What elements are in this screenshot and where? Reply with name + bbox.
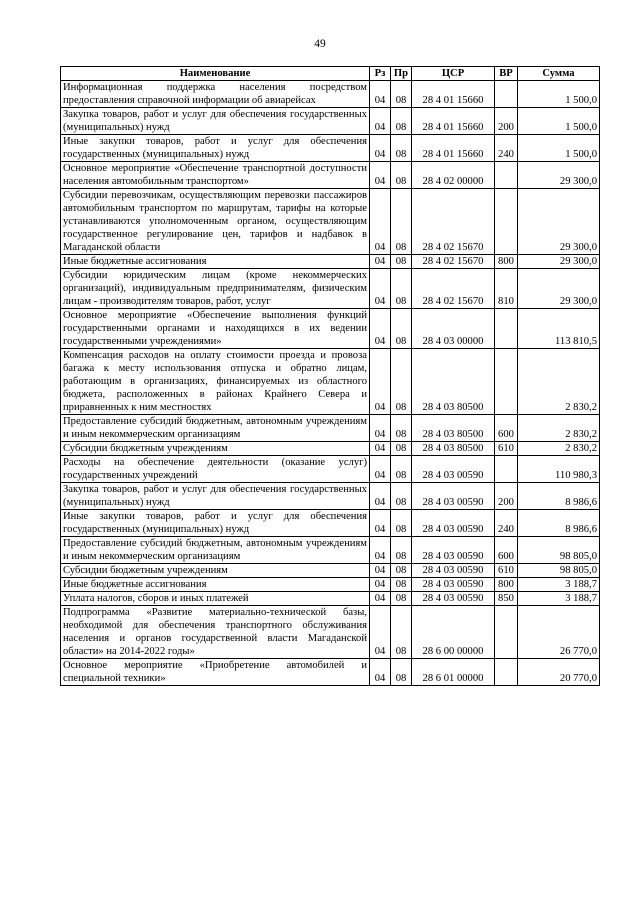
cell-vr: 800 [495,255,518,269]
cell-vr [495,162,518,189]
cell-name: Субсидии перевозчикам, осуществляющим перевозки пассажиров автомобильным транспортом по маршрутам, тарифы на которые устанавливаются уполномоченным органом, осуществляющим государственное регулирование цен, тарифов и надбавок в Магаданской области [61,189,370,255]
cell-vr [495,189,518,255]
cell-rz: 04 [370,564,391,578]
cell-name: Субсидии бюджетным учреждениям [61,442,370,456]
cell-pr: 08 [391,659,412,686]
table-row [61,255,600,269]
cell-csr: 28 6 01 00000 [412,659,495,686]
cell-pr: 08 [391,189,412,255]
cell-rz: 04 [370,659,391,686]
cell-sum: 1 500,0 [518,135,600,162]
cell-pr: 08 [391,255,412,269]
cell-pr: 08 [391,108,412,135]
cell-sum: 98 805,0 [518,537,600,564]
cell-vr: 850 [495,592,518,606]
cell-pr: 08 [391,309,412,349]
cell-sum: 8 986,6 [518,483,600,510]
cell-csr: 28 4 03 00590 [412,483,495,510]
cell-sum: 29 300,0 [518,255,600,269]
cell-name: Подпрограмма «Развитие материально-технической базы, необходимой для обеспечения транспортного обслуживания населения и органов государственной власти Магаданской области» на 2014-2022 годы» [61,606,370,659]
table-row [61,456,600,483]
cell-pr: 08 [391,483,412,510]
cell-rz: 04 [370,442,391,456]
cell-rz: 04 [370,510,391,537]
cell-rz: 04 [370,255,391,269]
cell-vr [495,81,518,108]
cell-sum: 2 830,2 [518,442,600,456]
cell-sum: 29 300,0 [518,269,600,309]
cell-rz: 04 [370,162,391,189]
table-row [61,510,600,537]
header-sum: Сумма [518,67,600,81]
cell-vr [495,456,518,483]
table-row [61,483,600,510]
cell-csr: 28 4 03 80500 [412,349,495,415]
cell-pr: 08 [391,564,412,578]
table-row [61,659,600,686]
cell-name: Субсидии бюджетным учреждениям [61,564,370,578]
cell-rz: 04 [370,309,391,349]
cell-vr: 200 [495,483,518,510]
table-row [61,578,600,592]
cell-rz: 04 [370,108,391,135]
cell-csr: 28 4 03 00590 [412,592,495,606]
cell-vr: 240 [495,510,518,537]
cell-name: Расходы на обеспечение деятельности (оказание услуг) государственных учреждений [61,456,370,483]
cell-rz: 04 [370,606,391,659]
cell-sum: 26 770,0 [518,606,600,659]
cell-vr: 800 [495,578,518,592]
cell-vr [495,309,518,349]
cell-csr: 28 4 02 15670 [412,189,495,255]
cell-name: Предоставление субсидий бюджетным, автономным учреждениям и иным некоммерческим организациям [61,415,370,442]
cell-pr: 08 [391,537,412,564]
cell-name: Субсидии юридическим лицам (кроме некоммерческих организаций), индивидуальным предпринимателям, физическим лицам - производителям товаров, работ, услуг [61,269,370,309]
cell-csr: 28 4 03 00590 [412,456,495,483]
cell-rz: 04 [370,135,391,162]
cell-rz: 04 [370,483,391,510]
cell-name: Иные бюджетные ассигнования [61,578,370,592]
table-body [61,81,600,686]
cell-name: Уплата налогов, сборов и иных платежей [61,592,370,606]
table-row [61,162,600,189]
cell-sum: 8 986,6 [518,510,600,537]
table-row [61,81,600,108]
cell-pr: 08 [391,415,412,442]
cell-sum: 20 770,0 [518,659,600,686]
cell-csr: 28 4 01 15660 [412,108,495,135]
cell-csr: 28 4 02 00000 [412,162,495,189]
cell-name: Закупка товаров, работ и услуг для обеспечения государственных (муниципальных) нужд [61,483,370,510]
table-row [61,135,600,162]
table-row [61,592,600,606]
cell-pr: 08 [391,592,412,606]
cell-rz: 04 [370,189,391,255]
table-row [61,309,600,349]
cell-sum: 3 188,7 [518,578,600,592]
cell-sum: 3 188,7 [518,592,600,606]
table-row [61,349,600,415]
cell-pr: 08 [391,442,412,456]
cell-name: Иные закупки товаров, работ и услуг для обеспечения государственных (муниципальных) нужд [61,135,370,162]
cell-sum: 98 805,0 [518,564,600,578]
cell-pr: 08 [391,349,412,415]
table-row [61,415,600,442]
cell-name: Компенсация расходов на оплату стоимости проезда и провоза багажа к месту использования отпуска и обратно лицам, работающим в организациях, финансируемых из областного бюджета, расположенных в районах Крайнего Севера и приравненных к ним местностях [61,349,370,415]
cell-csr: 28 6 00 00000 [412,606,495,659]
cell-vr [495,349,518,415]
cell-sum: 2 830,2 [518,415,600,442]
cell-csr: 28 4 03 00590 [412,510,495,537]
cell-csr: 28 4 03 80500 [412,415,495,442]
table-row [61,537,600,564]
cell-rz: 04 [370,456,391,483]
header-pr: Пр [391,67,412,81]
cell-pr: 08 [391,269,412,309]
cell-csr: 28 4 03 00590 [412,564,495,578]
cell-sum: 1 500,0 [518,108,600,135]
cell-sum: 29 300,0 [518,162,600,189]
cell-name: Иные закупки товаров, работ и услуг для обеспечения государственных (муниципальных) нужд [61,510,370,537]
cell-pr: 08 [391,510,412,537]
cell-csr: 28 4 03 00000 [412,309,495,349]
header-csr: ЦСР [412,67,495,81]
header-rz: Рз [370,67,391,81]
table-row [61,606,600,659]
cell-vr: 610 [495,442,518,456]
cell-name: Иные бюджетные ассигнования [61,255,370,269]
page-number: 49 [314,38,326,50]
cell-pr: 08 [391,606,412,659]
table-row [61,564,600,578]
cell-name: Предоставление субсидий бюджетным, автономным учреждениям и иным некоммерческим организациям [61,537,370,564]
cell-csr: 28 4 03 80500 [412,442,495,456]
cell-csr: 28 4 01 15660 [412,135,495,162]
table-header-row [61,67,600,81]
cell-sum: 2 830,2 [518,349,600,415]
header-name: Наименование [61,67,370,81]
cell-csr: 28 4 03 00590 [412,537,495,564]
table-row [61,269,600,309]
cell-sum: 29 300,0 [518,189,600,255]
cell-vr: 600 [495,415,518,442]
cell-name: Основное мероприятие «Приобретение автомобилей и специальной техники» [61,659,370,686]
cell-rz: 04 [370,349,391,415]
cell-csr: 28 4 02 15670 [412,255,495,269]
cell-name: Закупка товаров, работ и услуг для обеспечения государственных (муниципальных) нужд [61,108,370,135]
cell-rz: 04 [370,81,391,108]
cell-pr: 08 [391,456,412,483]
header-vr: ВР [495,67,518,81]
cell-name: Информационная поддержка населения посредством предоставления справочной информации об авиарейсах [61,81,370,108]
cell-pr: 08 [391,162,412,189]
cell-csr: 28 4 01 15660 [412,81,495,108]
cell-pr: 08 [391,135,412,162]
cell-pr: 08 [391,81,412,108]
cell-rz: 04 [370,578,391,592]
cell-rz: 04 [370,415,391,442]
cell-vr: 240 [495,135,518,162]
budget-table [60,66,600,686]
cell-rz: 04 [370,269,391,309]
cell-name: Основное мероприятие «Обеспечение выполнения функций государственными органами и находящихся в их ведении государственными учреждениями» [61,309,370,349]
cell-vr: 610 [495,564,518,578]
cell-sum: 113 810,5 [518,309,600,349]
cell-vr: 200 [495,108,518,135]
cell-vr: 600 [495,537,518,564]
cell-pr: 08 [391,578,412,592]
cell-csr: 28 4 03 00590 [412,578,495,592]
table-row [61,189,600,255]
table-row [61,442,600,456]
cell-vr [495,606,518,659]
cell-vr: 810 [495,269,518,309]
cell-sum: 1 500,0 [518,81,600,108]
table-row [61,108,600,135]
cell-rz: 04 [370,592,391,606]
cell-csr: 28 4 02 15670 [412,269,495,309]
cell-sum: 110 980,3 [518,456,600,483]
cell-vr [495,659,518,686]
cell-name: Основное мероприятие «Обеспечение транспортной доступности населения автомобильным транспортом» [61,162,370,189]
cell-rz: 04 [370,537,391,564]
